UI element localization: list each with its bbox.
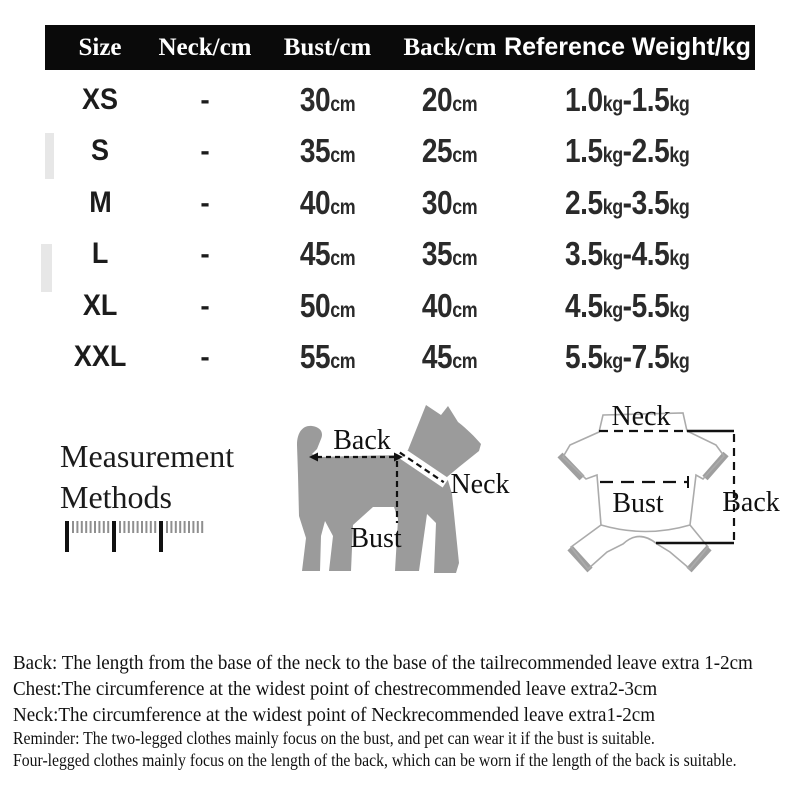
notes bbox=[13, 650, 800, 771]
table-row bbox=[45, 74, 755, 126]
note-line-reminder: Reminder: The two-legged clothes mainly focus on the bust, and pet can wear it if the bust is suitable. bbox=[13, 728, 655, 748]
note-line-chest: Chest:The circumference at the widest point of chestrecommended leave extra2-3cm bbox=[13, 678, 658, 700]
table-header bbox=[45, 25, 755, 70]
table-row bbox=[45, 280, 755, 332]
header-cell-4: Reference Weight/kg bbox=[504, 33, 751, 61]
cell-weight: 3.5kg-4.5kg bbox=[565, 235, 690, 273]
header-cell-1: Neck/cm bbox=[158, 33, 252, 61]
garment-bottom-curve bbox=[601, 525, 690, 532]
header-cell-2: Bust/cm bbox=[283, 33, 372, 61]
cell-neck: - bbox=[200, 186, 210, 218]
cell-bust: 55cm bbox=[299, 338, 356, 376]
cell-weight: 5.5kg-7.5kg bbox=[565, 338, 690, 376]
cell-bust: 35cm bbox=[299, 132, 356, 170]
cell-weight: 2.5kg-3.5kg bbox=[565, 183, 690, 221]
cell-size: M bbox=[88, 185, 112, 219]
cell-size: XS bbox=[81, 82, 119, 116]
cell-weight: 1.0kg-1.5kg bbox=[565, 80, 690, 118]
measurement-title bbox=[60, 436, 234, 518]
cell-size: XL bbox=[82, 288, 118, 322]
cell-back: 35cm bbox=[422, 235, 478, 273]
dog-label-neck: Neck bbox=[450, 469, 510, 500]
dog-diagram bbox=[295, 395, 525, 585]
cell-neck: - bbox=[200, 289, 210, 321]
garment-label-bust: Bust bbox=[612, 488, 664, 519]
cell-size: S bbox=[90, 134, 109, 168]
garment-label-neck: Neck bbox=[611, 401, 671, 432]
cell-back: 30cm bbox=[422, 183, 478, 221]
ruler-icon bbox=[65, 521, 211, 555]
measurement-title-line2: Methods bbox=[60, 479, 172, 515]
cell-weight: 4.5kg-5.5kg bbox=[565, 286, 690, 324]
note-line-neck: Neck:The circumference at the widest point of Neckrecommended leave extra1-2cm bbox=[13, 704, 656, 726]
cell-back: 20cm bbox=[422, 80, 478, 118]
cell-bust: 30cm bbox=[299, 80, 356, 118]
cell-size: XXL bbox=[73, 340, 127, 374]
table-row bbox=[45, 126, 755, 178]
cell-back: 45cm bbox=[422, 338, 478, 376]
cell-neck: - bbox=[200, 83, 210, 115]
table-row bbox=[45, 332, 755, 384]
cell-bust: 50cm bbox=[299, 286, 356, 324]
note-line-back: Back: The length from the base of the neck to the base of the tailrecommended leave extra 1-2cm bbox=[13, 652, 753, 674]
dog-label-back: Back bbox=[333, 425, 391, 456]
cell-neck: - bbox=[200, 341, 210, 373]
garment-cuff bbox=[560, 455, 582, 478]
garment-diagram bbox=[550, 398, 795, 583]
table-row bbox=[45, 177, 755, 229]
garment-label-back: Back bbox=[722, 487, 780, 518]
cell-bust: 45cm bbox=[299, 235, 356, 273]
note-line-fourleg: Four-legged clothes mainly focus on the length of the back, which can be worn if the length of the back is suitable. bbox=[13, 749, 737, 770]
cell-neck: - bbox=[200, 238, 210, 270]
size-table-body bbox=[45, 74, 755, 383]
header-cell-0: Size bbox=[78, 33, 122, 61]
cell-weight: 1.5kg-2.5kg bbox=[565, 132, 690, 170]
measurement-title-line1: Measurement bbox=[60, 438, 235, 474]
cell-back: 40cm bbox=[422, 286, 478, 324]
cell-neck: - bbox=[200, 135, 210, 167]
cell-size: L bbox=[91, 237, 109, 271]
cell-back: 25cm bbox=[422, 132, 478, 170]
header-cell-3: Back/cm bbox=[403, 33, 497, 61]
cell-bust: 40cm bbox=[299, 183, 356, 221]
table-row bbox=[45, 229, 755, 281]
dog-label-bust: Bust bbox=[350, 523, 402, 554]
